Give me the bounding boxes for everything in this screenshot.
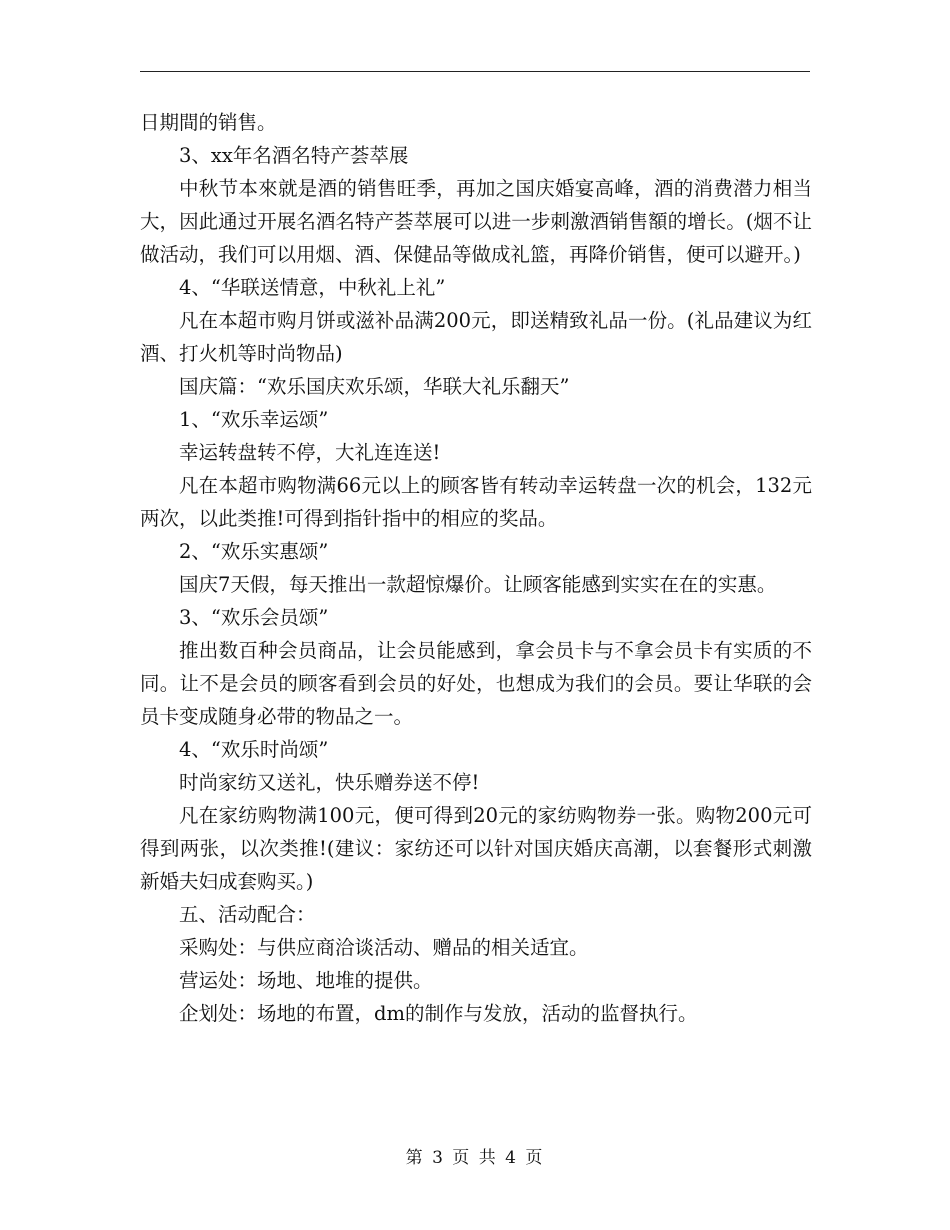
paragraph-16: 凡在家纺购物满100元，便可得到20元的家纺购物券一张。购物200元可得到两张，以次类推!(建议：家纺还可以针对国庆婚庆高潮，以套餐形式刺激新婚夫妇成套购买。)	[140, 804, 812, 893]
body-text	[140, 106, 812, 1030]
paragraph-6: 国庆篇：“欢乐国庆欢乐颂，华联大礼乐翻天”	[179, 375, 570, 398]
paragraph-4: 4、“华联送情意，中秋礼上礼”	[179, 276, 446, 299]
paragraph-1: 日期間的销售。	[140, 111, 277, 134]
paragraph-13: 推出数百种会员商品，让会员能感到，拿会员卡与不拿会员卡有实质的不同。让不是会员的顾客看到会员的好处，也想成为我们的会员。要让华联的会员卡变成随身必带的物品之一。	[140, 639, 812, 728]
paragraph-15: 时尚家纺又送礼，快乐赠券送不停!	[179, 771, 480, 794]
paragraph-12: 3、“欢乐会员颂”	[179, 606, 329, 629]
paragraph-19: 营运处：场地、地堆的提供。	[179, 969, 433, 992]
paragraph-14: 4、“欢乐时尚颂”	[179, 738, 329, 761]
paragraph-17: 五、活动配合：	[179, 903, 316, 926]
paragraph-5: 凡在本超市购月饼或滋补品满200元，即送精致礼品一份。(礼品建议为红酒、打火机等时尚物品)	[140, 309, 812, 365]
paragraph-2: 3、xx年名酒名特产荟萃展	[179, 144, 409, 167]
paragraph-9: 凡在本超市购物满66元以上的顾客皆有转动幸运转盘一次的机会，132元两次，以此类推!可得到指针指中的相应的奖品。	[140, 474, 812, 530]
page-number-footer: 第 3 页 共 4 页	[405, 1148, 545, 1168]
paragraph-11: 国庆7天假，每天推出一款超惊爆价。让顾客能感到实实在在的实惠。	[179, 573, 777, 596]
paragraph-7: 1、“欢乐幸运颂”	[179, 408, 329, 431]
paragraph-20: 企划处：场地的布置，dm的制作与发放，活动的监督执行。	[179, 1002, 698, 1025]
paragraph-18: 采购处：与供应商洽谈活动、赠品的相关适宜。	[179, 936, 589, 959]
paragraph-3: 中秋节本來就是酒的销售旺季，再加之国庆婚宴高峰，酒的消费潜力相当大，因此通过开展名酒名特产荟萃展可以进一步刺激酒销售額的增长。(烟不让做活动，我们可以用烟、酒、保健品等做成礼篮，再降价销售，便可以避开。)	[140, 177, 812, 266]
paragraph-10: 2、“欢乐实惠颂”	[179, 540, 329, 563]
header-rule	[140, 71, 810, 72]
paragraph-8: 幸运转盘转不停，大礼连连送!	[179, 441, 441, 464]
